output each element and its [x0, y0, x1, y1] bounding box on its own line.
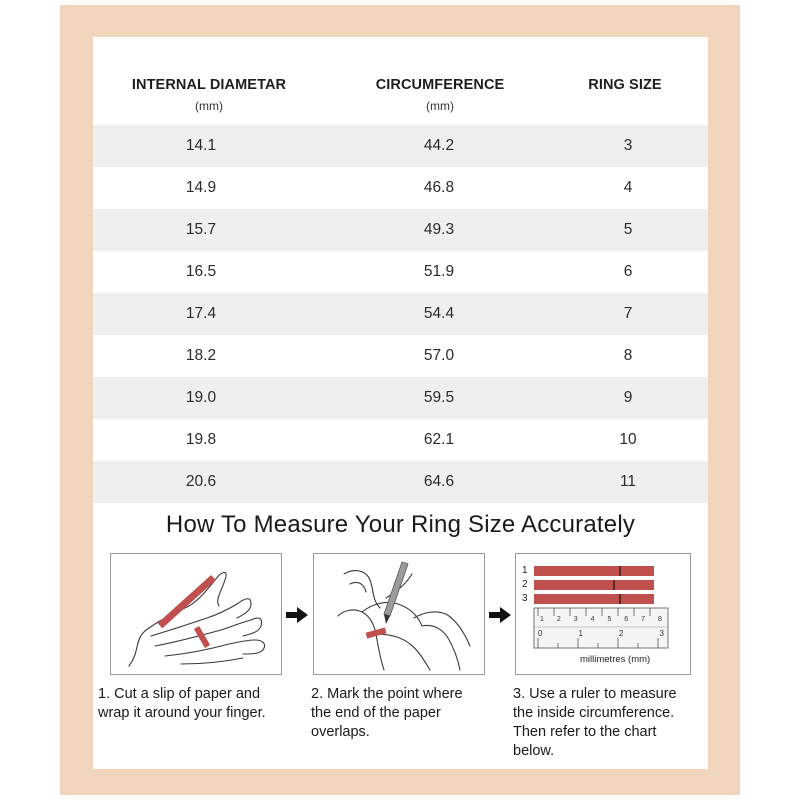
- circumference-cell: 51.9: [423, 263, 455, 280]
- table-row: [93, 167, 708, 209]
- circumference-cell: 62.1: [423, 431, 455, 448]
- diameter-cell: 18.2: [185, 347, 217, 364]
- diameter-cell: 16.5: [185, 263, 217, 280]
- table-row: [93, 293, 708, 335]
- size-cell: 8: [623, 347, 633, 364]
- circumference-cell: 44.2: [423, 137, 455, 154]
- step-line: below.: [513, 743, 555, 759]
- diameter-cell: 17.4: [185, 305, 217, 322]
- diameter-cell: 19.0: [185, 389, 217, 406]
- header-internal-diameter: [93, 77, 325, 113]
- circumference-cell: 54.4: [423, 305, 455, 322]
- diameter-cell: 20.6: [185, 473, 217, 490]
- header-title: CIRCUMFERENCE: [375, 77, 505, 93]
- size-cell: 4: [623, 179, 633, 196]
- tick-label: 6: [624, 616, 629, 623]
- step-line: 2. Mark the point where: [311, 686, 463, 702]
- step-line: wrap it around your finger.: [98, 705, 266, 721]
- step-line: 3. Use a ruler to measure: [513, 686, 677, 702]
- table-row: [93, 461, 708, 503]
- step-2-caption: [311, 685, 506, 742]
- size-cell: 7: [623, 305, 633, 322]
- tick-label: 7: [641, 616, 646, 623]
- header-title: RING SIZE: [588, 77, 662, 93]
- ruler-unit-label: millimetres (mm): [580, 654, 651, 665]
- tick-label: 3: [659, 629, 664, 638]
- hand-mark-icon: [314, 554, 483, 673]
- table-row: [93, 251, 708, 293]
- strip-label: 2: [522, 579, 528, 590]
- tick-label: 4: [590, 616, 595, 623]
- arrow-right-icon: [489, 607, 511, 623]
- tick-label: 8: [658, 616, 662, 623]
- step-line: Then refer to the chart: [513, 724, 657, 740]
- size-chart-card: [93, 37, 708, 769]
- tick-label: 5: [607, 616, 612, 623]
- header-circumference: [325, 77, 555, 113]
- step-line: the inside circumference.: [513, 705, 675, 721]
- cm-scale: [534, 629, 668, 639]
- circumference-cell: 57.0: [423, 347, 455, 364]
- circumference-cell: 59.5: [423, 389, 455, 406]
- size-cell: 11: [619, 473, 637, 490]
- circumference-cell: 46.8: [423, 179, 455, 196]
- diameter-cell: 15.7: [185, 221, 217, 238]
- header-title: INTERNAL DIAMETAR: [131, 77, 287, 93]
- hand-mark-illustration: [313, 553, 485, 675]
- size-cell: 9: [623, 389, 633, 406]
- tick-label: 3: [573, 616, 578, 623]
- tick-label: 2: [619, 629, 624, 638]
- table-row: [93, 335, 708, 377]
- strip-label: 3: [522, 593, 528, 604]
- size-cell: 10: [619, 431, 637, 448]
- hand-wrap-illustration: [110, 553, 282, 675]
- diameter-cell: 14.9: [185, 179, 217, 196]
- diameter-cell: 19.8: [185, 431, 217, 448]
- size-cell: 6: [623, 263, 633, 280]
- tick-label: 1: [578, 629, 583, 638]
- hand-wrap-icon: [111, 554, 280, 673]
- size-cell: 3: [623, 137, 633, 154]
- header-ring-size: [555, 77, 695, 93]
- step-line: 1. Cut a slip of paper and: [98, 686, 261, 702]
- tick-label: 1: [540, 616, 544, 623]
- circumference-cell: 49.3: [423, 221, 455, 238]
- arrow-right-icon: [286, 607, 308, 623]
- ruler-illustration: [515, 553, 691, 675]
- tick-label: 2: [556, 616, 561, 623]
- circumference-cell: 64.6: [423, 473, 455, 490]
- header-unit: (mm): [426, 99, 454, 113]
- step-3-caption: [513, 685, 708, 761]
- diameter-cell: 14.1: [185, 137, 217, 154]
- step-line: the end of the paper: [311, 705, 441, 721]
- mm-scale: [534, 615, 668, 624]
- table-header: [93, 37, 708, 123]
- size-cell: 5: [623, 221, 633, 238]
- strip-label: 1: [522, 565, 528, 576]
- step-1-caption: [98, 685, 303, 723]
- guide-heading: How To Measure Your Ring Size Accurately: [165, 511, 636, 538]
- tick-label: 0: [538, 629, 543, 638]
- table-row: [93, 377, 708, 419]
- table-row: [93, 419, 708, 461]
- table-row: [93, 125, 708, 167]
- table-row: [93, 209, 708, 251]
- header-unit: (mm): [195, 99, 223, 113]
- step-line: overlaps.: [311, 724, 370, 740]
